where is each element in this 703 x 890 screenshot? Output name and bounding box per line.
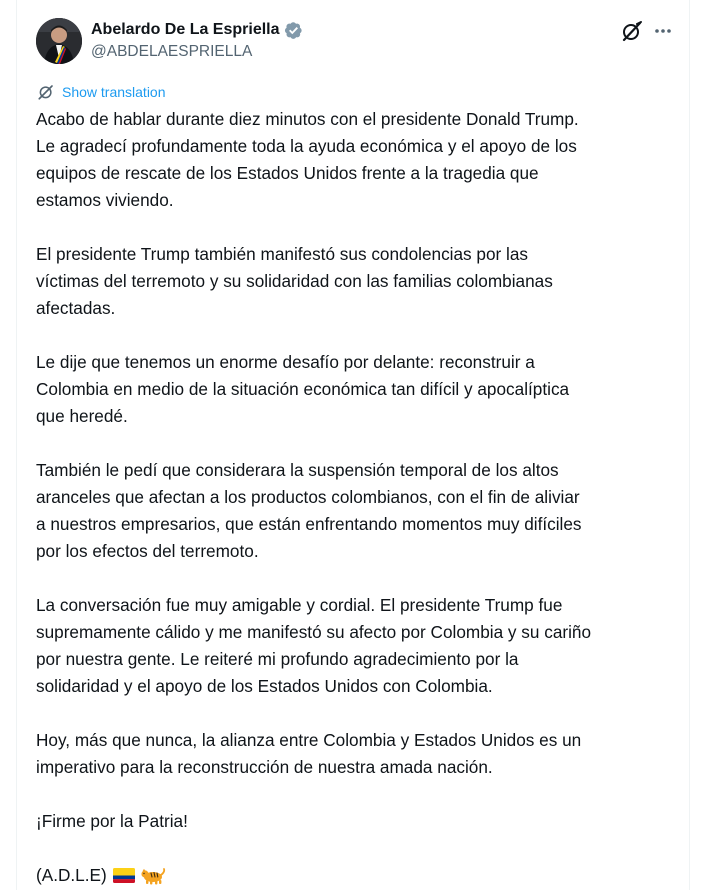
show-translation-link[interactable] [37, 83, 166, 101]
more-options-button[interactable] [651, 19, 675, 43]
author-name[interactable]: Abelardo De La Espriella [91, 21, 280, 38]
colombia-flag-icon [113, 868, 135, 883]
tweet-paragraph: El presidente Trump también manifestó sus condolencias por las víctimas del terremoto y su solidaridad con las familias colombianas afectadas. [36, 244, 553, 318]
tweet-card [16, 0, 690, 890]
grok-icon [620, 19, 644, 43]
tweet-paragraph: La conversación fue muy amigable y cordial. El presidente Trump fue supremamente cálido y me manifestó su afecto por Colombia y su cariño por nuestra gente. Le reiteré mi profundo agradecimiento por la solidaridad y el apoyo de los Estados Unidos con Colombia. [36, 595, 592, 696]
tweet-signature-line [36, 862, 676, 889]
avatar[interactable] [36, 18, 82, 64]
tweet-paragraph: Acabo de hablar durante diez minutos con el presidente Donald Trump. Le agradecí profundamente toda la ayuda económica y el apoyo de los equipos de rescate de los Estados Unidos frente a la tragedia que estamos viviendo. [36, 109, 579, 210]
show-translation-label[interactable]: Show translation [62, 84, 166, 100]
translate-icon [37, 83, 55, 101]
grok-button[interactable] [620, 19, 644, 43]
avatar-image [36, 18, 82, 64]
tweet-signature: (A.D.L.E) [36, 865, 107, 885]
tweet-text [36, 106, 676, 889]
tweet-paragraph: Le dije que tenemos un enorme desafío por delante: reconstruir a Colombia en medio de la situación económica tan difícil y apocalíptica que heredé. [36, 352, 570, 426]
verified-badge-icon [284, 21, 303, 40]
author-name-row [91, 20, 303, 40]
tweet-paragraph: Hoy, más que nunca, la alianza entre Colombia y Estados Unidos es un imperativo para la reconstrucción de nuestra amada nación. [36, 730, 582, 777]
tiger-icon [140, 866, 166, 886]
tweet-paragraph: ¡Firme por la Patria! [36, 811, 188, 831]
tweet-paragraph: También le pedí que considerara la suspensión temporal de los altos aranceles que afectan a los productos colombianos, con el fin de aliviar a nuestros empresarios, que están enfrentando momentos muy difíciles por los efectos del terremoto. [36, 460, 582, 561]
author-handle[interactable]: @ABDELAESPRIELLA [91, 43, 253, 60]
more-options-icon [651, 19, 675, 43]
